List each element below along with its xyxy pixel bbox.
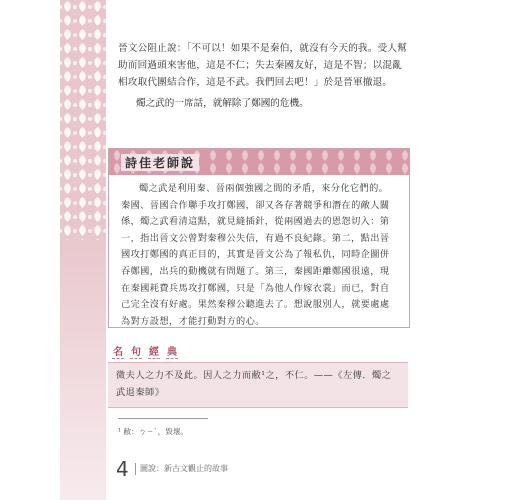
paragraph-1: 晉文公阻止說：「不可以！如果不是秦伯，就沒有今天的我。受人幫助而回過頭來害他，這是不仁；失去秦國友好，這是不智；以混亂相攻取代團結合作，這是不武。我們回去吧！」於是晉軍撤退。 (118, 43, 408, 88)
footnote: ¹ 敝：ㄅㄧˋ，毀壞。 (118, 427, 189, 436)
famous-quote-text: 微夫人之力不及此。因人之力而敝¹之，不仁。——《左傳．燭之武退秦師》 (116, 370, 392, 398)
quote-label-char: 句 (130, 343, 142, 359)
teacher-notes-title: 詩佳老師說 (121, 154, 199, 171)
side-band-fade (60, 230, 106, 500)
footnote-divider (118, 418, 208, 419)
famous-quote-label (112, 343, 178, 359)
teacher-notes-box (108, 148, 410, 328)
running-title: 圖說：新古文觀止的故事 (140, 464, 228, 473)
quote-label-char: 經 (148, 343, 160, 359)
teacher-notes-header (109, 149, 409, 175)
main-text (118, 40, 408, 112)
footer-separator (135, 463, 136, 475)
teacher-notes-body: 燭之武是利用秦、晉兩個強國之間的矛盾，來分化它們的。秦國、晉國合作聯手攻打鄭國，卻又各存著競爭和潛在的敵人關係，燭之武看清這點，就見縫插針，從兩國過去的恩怨切入：第一，指出晉文公曾對秦穆公失信，有過不良紀錄。第二，點出晉國攻打鄭國的真正目的，其實是晉文公為了報私仇，同時企圖併吞鄭國，出兵的動機就有問題了。第三，秦國距離鄭國很遠，現在秦國耗費兵馬攻打鄭國，只是「為他人作嫁衣裳」而已，對自己完全沒有好處。果然秦穆公聽進去了。想說服別人，就要處處為對方設想，才能打動對方的心。 (121, 183, 390, 327)
famous-quote-box (108, 362, 408, 408)
lace-pattern-decoration (60, 0, 106, 240)
quote-label-char: 典 (166, 343, 178, 359)
paragraph-2: 燭之武的一席話，就解除了鄭國的危機。 (136, 98, 309, 109)
page-number: 4 (116, 457, 129, 481)
quote-label-char: 名 (112, 343, 124, 359)
